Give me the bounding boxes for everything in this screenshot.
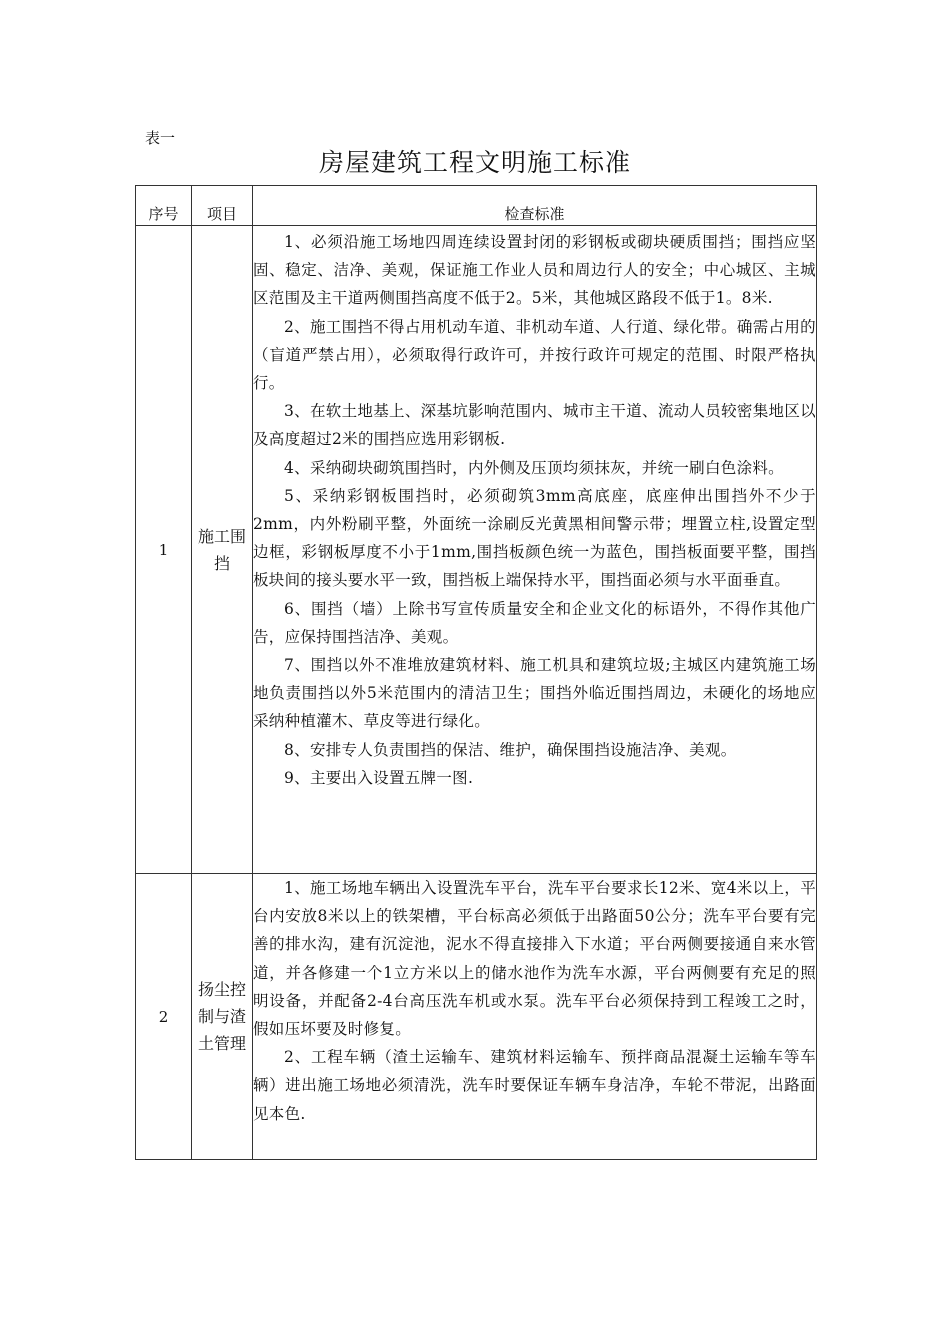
- standard-clause: 8、安排专人负责围挡的保洁、维护，确保围挡设施洁净、美观。: [284, 740, 737, 759]
- standard-clause: 1、必须沿施工场地四周连续设置封闭的彩钢板或砌块硬质围挡；围挡应坚固、稳定、洁净、美观，保证施工作业人员和周边行人的安全；中心城区、主城区范围及主干道两侧围挡高度不低于2。5米，其他城区路段不低于1。8米.: [253, 233, 816, 308]
- row-item: 施工围挡: [192, 226, 253, 874]
- table-header-row: [136, 186, 817, 226]
- standard-clause: 3、在软土地基上、深基坑影响范围内、城市主干道、流动人员较密集地区以及高度超过2米的围挡应选用彩钢板.: [253, 402, 816, 449]
- standard-clause: 4、采纳砌块砌筑围挡时，内外侧及压顶均须抹灰，并统一刷白色涂料。: [284, 458, 784, 477]
- standard-clause: 6、围挡（墙）上除书写宣传质量安全和企业文化的标语外，不得作其他广告，应保持围挡洁净、美观。: [253, 599, 816, 646]
- column-header-item: 项目: [192, 186, 253, 226]
- table-row: [136, 874, 817, 1160]
- standard-clause: 2、施工围挡不得占用机动车道、非机动车道、人行道、绿化带。确需占用的（盲道严禁占用），必须取得行政许可，并按行政许可规定的范围、时限严格执行。: [253, 317, 816, 393]
- standard-clause: 5、采纳彩钢板围挡时，必须砌筑3mm高底座，底座伸出围挡外不少于2mm，内外粉刷平整，外面统一涂刷反光黄黑相间警示带；埋置立柱,设置定型边框，彩钢板厚度不小于1mm,围挡板颜色统一为蓝色，围挡板面要平整，围挡板块间的接头要水平一致，围挡板上端保持水平，围挡面必须与水平面垂直。: [253, 486, 816, 590]
- row-item: 扬尘控制与渣土管理: [192, 874, 253, 1160]
- document-title: 房屋建筑工程文明施工标准: [318, 148, 631, 177]
- table-row: [136, 226, 817, 874]
- row-standards: [253, 874, 817, 1160]
- standard-clause: 7、围挡以外不准堆放建筑材料、施工机具和建筑垃圾;主城区内建筑施工场地负责围挡以外5米范围内的清洁卫生；围挡外临近围挡周边，未硬化的场地应采纳种植灌木、草皮等进行绿化。: [253, 656, 816, 731]
- standards-table: [135, 185, 817, 1160]
- column-header-standard: 检查标准: [253, 186, 817, 226]
- column-header-no: 序号: [136, 186, 192, 226]
- standard-clause: 2、工程车辆（渣土运输车、建筑材料运输车、预拌商品混凝土运输车等车辆）进出施工场地必须清洗，洗车时要保证车辆车身洁净，车轮不带泥，出路面见本色.: [253, 1048, 816, 1123]
- table-label: 表一: [145, 129, 176, 147]
- standard-clause: 1、施工场地车辆出入设置洗车平台，洗车平台要求长12米、宽4米以上，平台内安放8米以上的铁架槽，平台标高必须低于出路面50公分；洗车平台要有完善的排水沟，建有沉淀池，泥水不得直接排入下水道；平台两侧要接通自来水管道，并各修建一个1立方米以上的储水池作为洗车水源，平台两侧要有充足的照明设备，并配备2-4台高压洗车机或水泵。洗车平台必须保持到工程竣工之时，假如压坏要及时修复。: [253, 879, 816, 1039]
- row-number: 1: [136, 226, 192, 874]
- standard-clause: 9、主要出入设置五牌一图.: [284, 768, 474, 787]
- row-standards: [253, 226, 817, 874]
- row-number: 2: [136, 874, 192, 1160]
